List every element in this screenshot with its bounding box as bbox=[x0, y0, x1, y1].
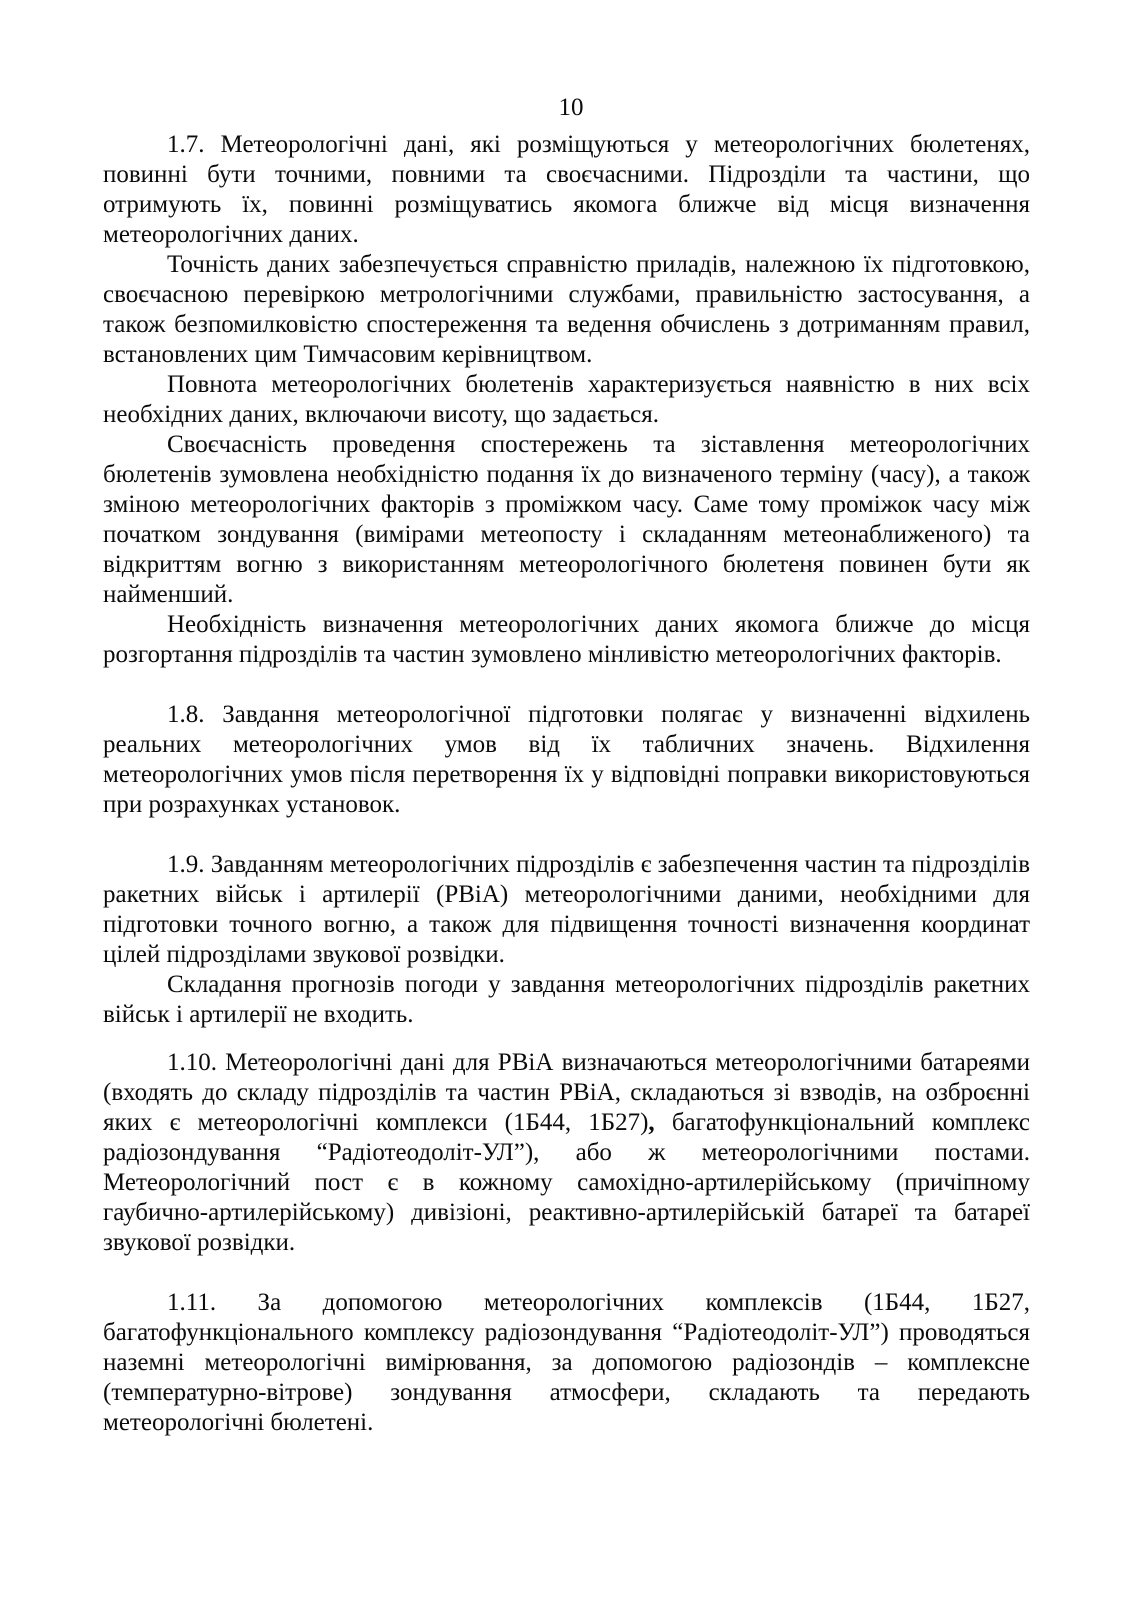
paragraph-necessity bbox=[103, 610, 1030, 670]
paragraph-text: 1.7. Метеорологічні дані, які розміщуються у метеорологічних бюлетенях, повинні бути точними, повними та своєчасними. Підрозділи та частини, що отримують їх, повинні розміщуватись якомога ближче від місця визначення метеорологічних даних. bbox=[103, 131, 1030, 248]
paragraph-text: 1.9. Завданням метеорологічних підрозділів є забезпечення частин та підрозділів ракетних військ і артилерії (РВіА) метеорологічними даними, необхідними для підготовки точного вогню, а також для підвищення точності визначення координат цілей підрозділами звукової розвідки. bbox=[103, 851, 1030, 968]
paragraph-text: Необхідність визначення метеорологічних даних якомога ближче до місця розгортання підрозділів та частин зумовлено мінливістю метеорологічних факторів. bbox=[103, 611, 1030, 668]
paragraph-completeness bbox=[103, 370, 1030, 430]
paragraph-1-8 bbox=[103, 700, 1030, 820]
paragraph-1-7-intro bbox=[103, 130, 1030, 250]
paragraph-text: Точність даних забезпечується справністю приладів, належною їх підготовкою, своєчасною перевіркою метрологічними службами, правильністю застосування, а також безпомилковістю спостереження та ведення обчислень з дотриманням правил, встановлених цим Тимчасовим керівництвом. bbox=[103, 251, 1030, 368]
paragraph-text: Своєчасність проведення спостережень та зіставлення метеорологічних бюлетенів зумовлена необхідністю подання їх до визначеного терміну (часу), а також зміною метеорологічних факторів з проміжком часу. Саме тому проміжок часу між початком зондування (вимірами метеопосту і складанням метеонаближеного) та відкриттям вогню з використанням метеорологічного бюлетеня повинен бути як найменший. bbox=[103, 431, 1030, 608]
paragraph-text: Повнота метеорологічних бюлетенів характеризується наявністю в них всіх необхідних даних, включаючи висоту, що задається. bbox=[103, 371, 1030, 428]
paragraph-1-9 bbox=[103, 850, 1030, 970]
paragraph-1-10 bbox=[103, 1048, 1030, 1258]
paragraph-text: 1.10. Метеорологічні дані для РВіА визначаються метеорологічними батареями (входять до складу підрозділів та частин РВіА, складаються зі взводів, на озброєнні яких є метеорологічні комплекси (1Б44, 1Б27) bbox=[103, 1049, 1030, 1136]
paragraph-accuracy bbox=[103, 250, 1030, 370]
paragraph-text-bold: , bbox=[648, 1109, 655, 1136]
page-number: 10 bbox=[558, 94, 584, 121]
paragraph-text: багатофункціональний комплекс радіозондування “Радіотеодоліт-УЛ”), або ж метеорологічними постами. Метеорологічний пост є в кожному самохідно-артилерійському (причіпному гаубично-артилерійському) дивізіоні, реактивно-артилерійській батареї та батареї звукової розвідки. bbox=[103, 1109, 1030, 1256]
paragraph-forecasts bbox=[103, 970, 1030, 1030]
paragraph-text: Складання прогнозів погоди у завдання метеорологічних підрозділів ракетних військ і артилерії не входить. bbox=[103, 971, 1030, 1028]
paragraph-timeliness bbox=[103, 430, 1030, 610]
paragraph-text: 1.8. Завдання метеорологічної підготовки полягає у визначенні відхилень реальних метеорологічних умов від їх табличних значень. Відхилення метеорологічних умов після перетворення їх у відповідні поправки використовуються при розрахунках установок. bbox=[103, 701, 1030, 818]
paragraph-1-11 bbox=[103, 1288, 1030, 1438]
text-column bbox=[103, 130, 1030, 1438]
paragraph-text: 1.11. За допомогою метеорологічних комплексів (1Б44, 1Б27, багатофункціонального комплексу радіозондування “Радіотеодоліт-УЛ”) проводяться наземні метеорологічні вимірювання, за допомогою радіозондів – комплексне (температурно-вітрове) зондування атмосфери, складають та передають метеорологічні бюлетені. bbox=[103, 1289, 1030, 1436]
